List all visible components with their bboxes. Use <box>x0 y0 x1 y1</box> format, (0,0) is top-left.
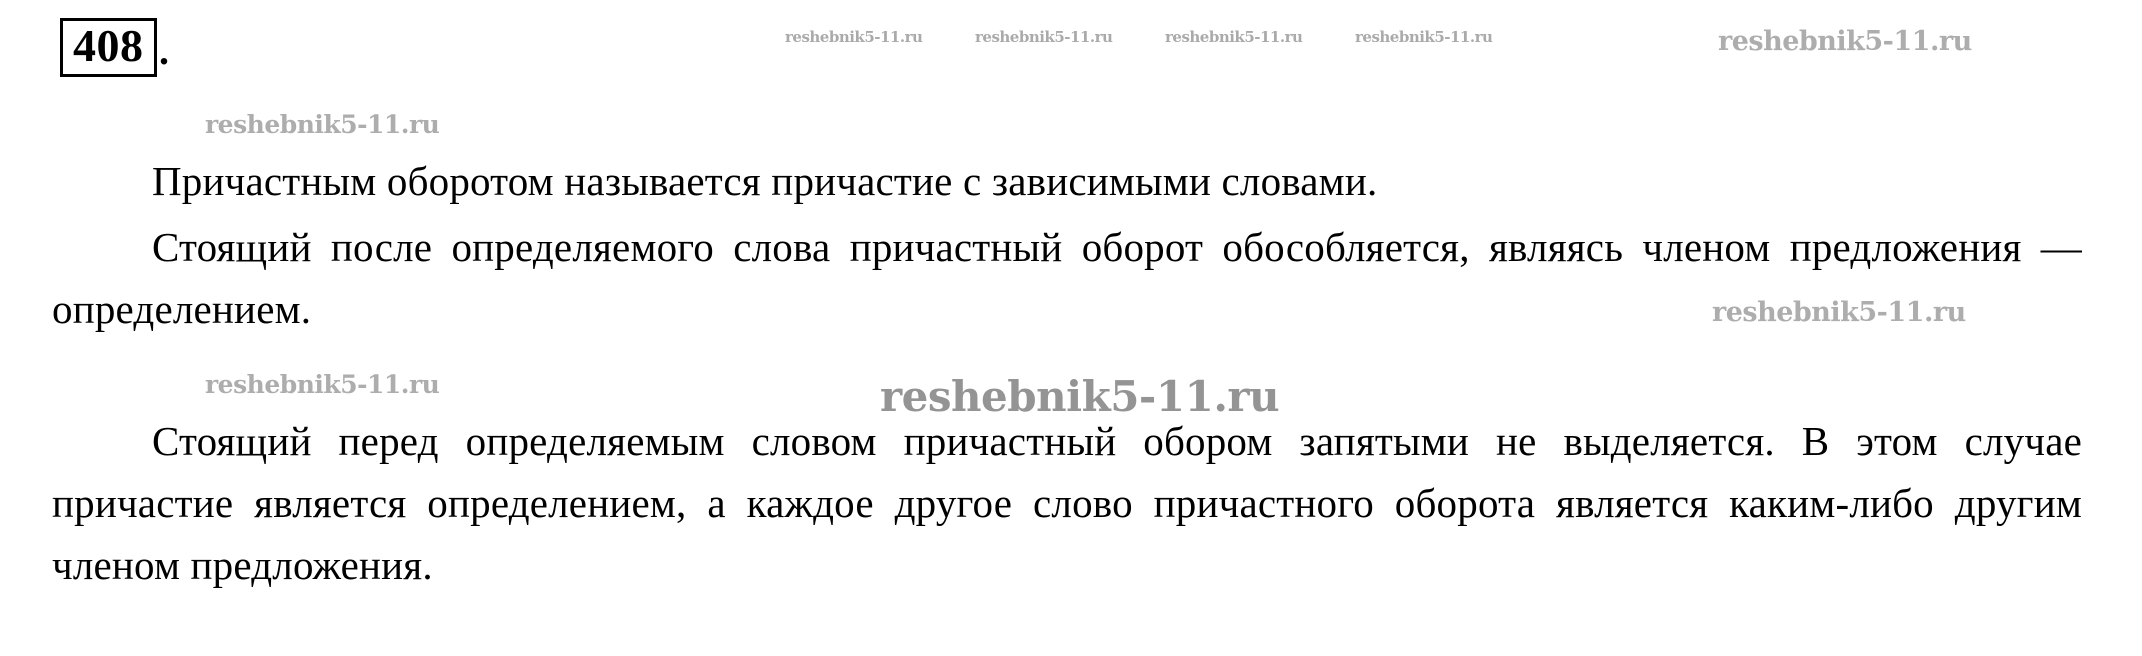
exercise-number-dot: . <box>159 28 170 74</box>
paragraph-3-line-1: Стоящий перед определяемым словом причастный обором запятыми не <box>152 418 1537 464</box>
document-body <box>52 150 2082 600</box>
watermark-top-right: reshebnik5-11.ru <box>1718 26 1972 57</box>
paragraph-3-line-3: слово причастного оборота является каким-либо другим членом предложения. <box>52 480 2082 588</box>
watermark-left-upper: reshebnik5-11.ru <box>205 110 440 139</box>
watermark-top-3: reshebnik5-11.ru <box>1165 28 1303 46</box>
watermark-top-2: reshebnik5-11.ru <box>975 28 1113 46</box>
paragraph-1: Причастным оборотом называется причастие с зависимыми словами. <box>152 158 1378 204</box>
paragraph-2 <box>52 216 2082 340</box>
watermark-center-big: reshebnik5-11.ru <box>880 372 1280 421</box>
watermark-top-1: reshebnik5-11.ru <box>785 28 923 46</box>
watermark-top-4: reshebnik5-11.ru <box>1355 28 1493 46</box>
paragraph-spacer <box>52 344 2082 410</box>
watermark-left-middle: reshebnik5-11.ru <box>205 370 440 399</box>
paragraph-2-line-2: являясь членом предложения — определением. <box>52 224 2083 332</box>
exercise-number: 408 <box>73 20 144 71</box>
exercise-number-box <box>60 18 170 77</box>
paragraph-3-line-2: выделяется. В этом случае причастие является определением, а каждое другое <box>52 418 2082 526</box>
paragraph-2-line-1: Стоящий после определяемого слова причастный оборот обособляется, <box>152 224 1470 270</box>
paragraph-3 <box>52 410 2082 596</box>
watermark-right-middle: reshebnik5-11.ru <box>1712 297 1966 328</box>
